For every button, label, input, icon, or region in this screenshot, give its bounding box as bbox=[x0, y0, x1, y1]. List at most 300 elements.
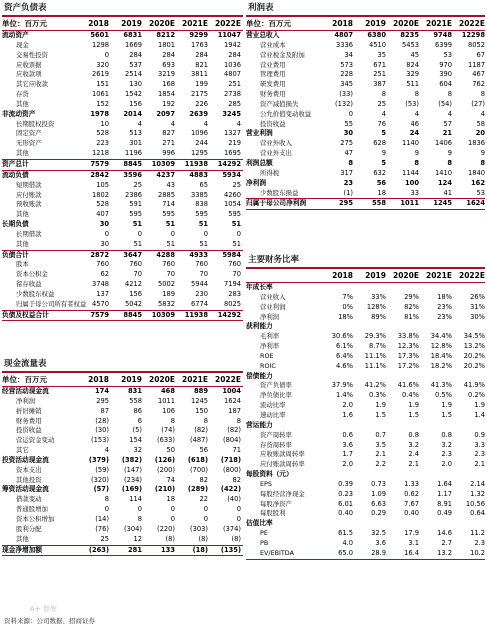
row-value: 5002 bbox=[157, 280, 175, 289]
row-label: 长期借款 bbox=[16, 229, 42, 238]
row-label: 利润总额 bbox=[246, 158, 273, 167]
row-value: 1.9 bbox=[408, 401, 419, 410]
table-row bbox=[246, 70, 485, 80]
row-value: 996 bbox=[162, 149, 175, 158]
row-value: 528 bbox=[96, 200, 109, 209]
row-value: 7% bbox=[342, 292, 353, 301]
table-row bbox=[2, 41, 243, 51]
row-value bbox=[452, 519, 485, 529]
row-value: 6380 bbox=[367, 31, 386, 39]
table-row bbox=[2, 220, 243, 230]
row-value: (59) bbox=[95, 465, 109, 474]
row-value: 4 bbox=[447, 109, 452, 118]
row-value: 0 bbox=[203, 514, 208, 523]
row-value: 124 bbox=[438, 178, 452, 187]
row-value: 295 bbox=[339, 199, 353, 208]
row-value: 2014 bbox=[123, 109, 142, 118]
table-row bbox=[246, 352, 485, 362]
row-label: 股本 bbox=[16, 260, 29, 269]
table-row bbox=[246, 450, 485, 460]
ratios-panel bbox=[246, 254, 485, 560]
row-value: 6.01 bbox=[338, 499, 353, 508]
year-header: 2020E bbox=[393, 271, 419, 280]
row-label: 速动比率 bbox=[260, 410, 286, 419]
row-value: 0.40 bbox=[338, 509, 353, 518]
row-value: 37.9% bbox=[331, 381, 353, 390]
row-value: 8.7% bbox=[369, 342, 386, 351]
row-value: 9748 bbox=[433, 31, 452, 39]
row-value: (220) bbox=[157, 524, 175, 533]
row-value: 3245 bbox=[222, 109, 241, 118]
row-value: 106 bbox=[162, 406, 175, 415]
row-value: 2.3 bbox=[441, 450, 452, 459]
row-value: 14.6 bbox=[437, 529, 452, 538]
row-value: 18% bbox=[437, 292, 452, 301]
row-value: (40) bbox=[227, 495, 241, 504]
table-row bbox=[246, 332, 485, 342]
row-label: 净利润 bbox=[246, 178, 267, 187]
row-value: (82) bbox=[194, 426, 208, 435]
row-value: 0.73 bbox=[371, 479, 386, 488]
row-value: (303) bbox=[190, 524, 208, 533]
table-row bbox=[246, 179, 485, 189]
row-value: 407 bbox=[96, 210, 109, 219]
row-value: 0 bbox=[137, 229, 142, 238]
row-value: 0 bbox=[137, 505, 142, 514]
row-value: 6399 bbox=[434, 40, 452, 49]
row-value bbox=[386, 421, 419, 431]
row-value: 3.3 bbox=[474, 440, 485, 449]
cash-flow-title: 现金流量表 bbox=[2, 358, 243, 373]
row-value: 591 bbox=[129, 200, 142, 209]
row-value: 4 bbox=[137, 119, 142, 128]
row-value: 152 bbox=[96, 99, 109, 108]
row-value: 18 bbox=[166, 495, 175, 504]
row-value: (5) bbox=[132, 426, 142, 435]
table-row bbox=[2, 426, 243, 436]
row-value: 4 bbox=[236, 119, 241, 128]
row-label: 股利分配 bbox=[16, 524, 42, 533]
row-value bbox=[452, 322, 485, 332]
row-value: 41.2% bbox=[364, 381, 386, 390]
row-value: (76) bbox=[95, 524, 109, 533]
row-value: 8 bbox=[414, 90, 419, 99]
row-value: 4 bbox=[414, 109, 419, 118]
table-row bbox=[2, 70, 243, 80]
row-value: 558 bbox=[129, 396, 142, 405]
table-row bbox=[2, 466, 243, 476]
row-value: 0.7 bbox=[375, 430, 386, 439]
row-label: 负债及权益合计 bbox=[2, 310, 49, 319]
row-value: 0.8 bbox=[408, 430, 419, 439]
row-value: 4.6% bbox=[336, 361, 353, 370]
table-row bbox=[246, 401, 485, 411]
row-value bbox=[353, 421, 386, 431]
row-value: 12298 bbox=[461, 31, 485, 39]
row-value: 2.7 bbox=[441, 538, 452, 547]
row-value: 760 bbox=[195, 260, 208, 269]
row-value: 2.3 bbox=[474, 450, 485, 459]
row-label: 交易性投资 bbox=[16, 50, 48, 59]
row-value: 105 bbox=[96, 180, 109, 189]
row-value: 0 bbox=[203, 505, 208, 514]
row-value: 56 bbox=[376, 178, 386, 187]
row-value: (382) bbox=[121, 455, 142, 464]
table-row bbox=[246, 129, 485, 139]
row-value: 3596 bbox=[123, 170, 142, 179]
row-value: 51 bbox=[232, 239, 241, 248]
row-value: 43 bbox=[166, 180, 175, 189]
row-value: 17.2% bbox=[397, 361, 419, 370]
row-value: 0 bbox=[236, 229, 241, 238]
row-label: 营业收入 bbox=[260, 292, 286, 301]
row-label: 研发费用 bbox=[260, 80, 286, 89]
row-value: 1.17 bbox=[437, 489, 452, 498]
row-value: 168 bbox=[162, 80, 175, 89]
row-value: 11.2 bbox=[470, 529, 485, 538]
row-value: 2842 bbox=[90, 170, 109, 179]
unit-label bbox=[246, 269, 320, 282]
row-value: (8) bbox=[198, 534, 208, 543]
row-value: 1695 bbox=[223, 149, 241, 158]
row-value: 18.4% bbox=[430, 351, 452, 360]
row-value: 100 bbox=[405, 178, 419, 187]
row-value: (320) bbox=[91, 475, 109, 484]
row-value: 46 bbox=[410, 119, 419, 128]
row-value: 7.67 bbox=[404, 499, 419, 508]
table-row bbox=[246, 362, 485, 372]
row-label: 应收款项 bbox=[16, 70, 42, 79]
row-value: 604 bbox=[439, 80, 452, 89]
table-row bbox=[2, 505, 243, 515]
table-row bbox=[246, 539, 485, 549]
table-row bbox=[2, 515, 243, 525]
row-value: (53) bbox=[405, 99, 419, 108]
balance-sheet-panel bbox=[2, 2, 243, 321]
row-label: 存货周转率 bbox=[260, 440, 292, 449]
row-value: (132) bbox=[335, 99, 353, 108]
table-row bbox=[246, 470, 485, 480]
row-value: 2738 bbox=[223, 90, 241, 99]
table-row bbox=[246, 391, 485, 401]
row-label: 非流动资产 bbox=[2, 109, 36, 118]
row-value: 1.9 bbox=[474, 401, 485, 410]
table-row bbox=[2, 210, 243, 220]
row-value: 137 bbox=[96, 289, 109, 298]
row-value: 714 bbox=[162, 200, 175, 209]
table-row bbox=[246, 519, 485, 529]
row-value: 0 bbox=[203, 229, 208, 238]
row-value: 70 bbox=[166, 270, 175, 279]
row-value: 5453 bbox=[401, 40, 419, 49]
table-row bbox=[2, 181, 243, 191]
row-value: 2885 bbox=[157, 190, 175, 199]
row-label: 资产总计 bbox=[2, 159, 29, 168]
row-value: 10 bbox=[100, 119, 109, 128]
row-value: 1978 bbox=[90, 109, 109, 118]
row-value: 970 bbox=[439, 60, 452, 69]
row-value: 4237 bbox=[156, 170, 175, 179]
row-value: 11047 bbox=[217, 31, 241, 39]
row-value: 1.9 bbox=[375, 401, 386, 410]
row-value: 0.4% bbox=[402, 391, 419, 400]
row-label: 其他 bbox=[16, 210, 29, 219]
income-statement-panel bbox=[246, 2, 485, 210]
row-value: (804) bbox=[223, 436, 241, 445]
row-label: 固定资产 bbox=[16, 129, 42, 138]
row-value: 2.0 bbox=[342, 401, 353, 410]
row-value: 0.6 bbox=[342, 430, 353, 439]
row-label: 少数股东损益 bbox=[260, 188, 299, 197]
table-row bbox=[246, 159, 485, 169]
row-value: 271 bbox=[162, 139, 175, 148]
row-value: 284 bbox=[162, 50, 175, 59]
row-value: 14292 bbox=[217, 159, 241, 168]
row-value: 1406 bbox=[434, 139, 452, 148]
row-value bbox=[419, 470, 452, 480]
row-value bbox=[353, 519, 386, 529]
row-label: 营业成本 bbox=[260, 40, 286, 49]
row-value: 70 bbox=[133, 270, 142, 279]
row-value: 1187 bbox=[467, 60, 485, 69]
row-value: 8235 bbox=[400, 31, 419, 39]
row-value: 130 bbox=[129, 80, 142, 89]
table-row bbox=[246, 509, 485, 519]
row-value bbox=[452, 421, 485, 431]
row-value: 281 bbox=[128, 545, 142, 554]
row-label: 少数股东权益 bbox=[16, 289, 55, 298]
row-value: 4 bbox=[104, 446, 109, 455]
row-value: 8212 bbox=[156, 31, 175, 39]
row-value: 2.1 bbox=[375, 450, 386, 459]
row-value: (487) bbox=[190, 436, 208, 445]
row-value: 10.56 bbox=[465, 499, 485, 508]
row-label: 其它应收款 bbox=[16, 80, 48, 89]
row-value: 1196 bbox=[124, 149, 142, 158]
row-value: 283 bbox=[228, 289, 241, 298]
row-label: 净利润 bbox=[16, 396, 36, 405]
year-header: 2019 bbox=[121, 19, 142, 28]
row-value: (200) bbox=[157, 465, 175, 474]
row-value: 55 bbox=[344, 119, 353, 128]
row-value: 1054 bbox=[223, 200, 241, 209]
row-value: 390 bbox=[439, 70, 452, 79]
row-value: 189 bbox=[162, 289, 175, 298]
row-value: (8) bbox=[165, 534, 175, 543]
table-row bbox=[2, 300, 243, 310]
table-row bbox=[2, 250, 243, 261]
row-value: 7579 bbox=[90, 310, 109, 319]
row-label: 现金 bbox=[16, 40, 29, 49]
row-value: 31% bbox=[470, 302, 485, 311]
row-label: 存货 bbox=[16, 90, 29, 99]
row-value: 1.5 bbox=[441, 410, 452, 419]
row-label: 资产负债率 bbox=[260, 381, 292, 390]
row-value: (304) bbox=[124, 524, 142, 533]
row-value: 1061 bbox=[91, 90, 109, 99]
row-value: 1.4% bbox=[336, 391, 353, 400]
row-label: 资本公积金 bbox=[16, 270, 48, 279]
row-label: 应收票据 bbox=[16, 60, 42, 69]
row-value: 9299 bbox=[189, 31, 208, 39]
row-value: 70 bbox=[232, 270, 241, 279]
row-value: 6.1% bbox=[336, 342, 353, 351]
row-value: 174 bbox=[95, 387, 109, 395]
row-value: 199 bbox=[195, 80, 208, 89]
row-value: 1854 bbox=[157, 90, 175, 99]
row-value: 10309 bbox=[151, 310, 175, 319]
row-label: 其他 bbox=[16, 534, 29, 543]
table-row bbox=[2, 280, 243, 290]
row-label: 现金净增加额 bbox=[2, 545, 43, 554]
table-row bbox=[246, 313, 485, 323]
row-value: 25 bbox=[232, 180, 241, 189]
row-value: 2097 bbox=[156, 109, 175, 118]
row-value: 67 bbox=[476, 50, 485, 59]
table-row bbox=[246, 31, 485, 41]
table-row bbox=[2, 90, 243, 100]
row-label: EV/EBITDA bbox=[260, 548, 294, 557]
row-value: 285 bbox=[228, 99, 241, 108]
row-value: 3.2 bbox=[408, 440, 419, 449]
row-value: 6774 bbox=[190, 299, 208, 308]
row-value: 2.1 bbox=[474, 460, 485, 469]
row-label: 投资活动现金流 bbox=[2, 455, 49, 464]
year-header: 2019 bbox=[365, 19, 386, 28]
row-value: 21 bbox=[442, 129, 452, 138]
row-value bbox=[386, 372, 419, 382]
cash-flow-header bbox=[2, 373, 243, 387]
row-value: 9 bbox=[381, 149, 386, 158]
row-value: 4883 bbox=[189, 170, 208, 179]
row-value: 34.4% bbox=[430, 332, 452, 341]
row-value: 154 bbox=[129, 436, 142, 445]
table-row bbox=[2, 456, 243, 466]
year-header: 2022E bbox=[459, 19, 485, 28]
table-row bbox=[2, 446, 243, 456]
table-row bbox=[2, 170, 243, 181]
row-value bbox=[452, 283, 485, 293]
row-value: (618) bbox=[187, 455, 208, 464]
row-value: 23% bbox=[437, 302, 452, 311]
row-value: 4212 bbox=[124, 280, 142, 289]
row-label: 应付账款周转率 bbox=[260, 460, 305, 469]
row-value: (169) bbox=[121, 485, 142, 494]
row-value: 150 bbox=[195, 406, 208, 415]
row-value: 0.29 bbox=[371, 509, 386, 518]
row-value: 156 bbox=[129, 99, 142, 108]
row-value: 0 bbox=[170, 505, 175, 514]
row-value bbox=[452, 372, 485, 382]
row-value: 81% bbox=[404, 312, 419, 321]
row-value bbox=[320, 322, 353, 332]
row-value: 29.3% bbox=[364, 332, 386, 341]
table-row bbox=[246, 149, 485, 159]
row-label: 净利率 bbox=[260, 342, 280, 351]
row-value: 18.2% bbox=[430, 361, 452, 370]
row-value bbox=[353, 322, 386, 332]
row-value: (374) bbox=[223, 524, 241, 533]
row-value: 1245 bbox=[433, 199, 452, 208]
row-value: (1) bbox=[343, 188, 353, 197]
row-value: 18 bbox=[377, 188, 386, 197]
row-label: 净利润 bbox=[260, 312, 280, 321]
row-value: 4807 bbox=[334, 31, 353, 39]
table-row bbox=[246, 411, 485, 421]
row-value: 0.49 bbox=[437, 509, 452, 518]
row-value: 65.0 bbox=[338, 548, 353, 557]
row-value: 251 bbox=[373, 70, 386, 79]
row-value: 1140 bbox=[401, 139, 419, 148]
row-value: 4 bbox=[381, 109, 386, 118]
table-row bbox=[2, 545, 243, 557]
row-value: (135) bbox=[220, 545, 241, 554]
year-header: 2022E bbox=[215, 375, 241, 384]
row-value: 244 bbox=[195, 139, 208, 148]
row-value: 1801 bbox=[157, 40, 175, 49]
row-value: (210) bbox=[154, 485, 175, 494]
row-value: 8 bbox=[381, 90, 386, 99]
row-value: 11.1% bbox=[364, 351, 386, 360]
row-value: 511 bbox=[406, 80, 419, 89]
table-row bbox=[2, 535, 243, 545]
table-row bbox=[246, 460, 485, 470]
table-row bbox=[2, 417, 243, 427]
row-value: 0 bbox=[104, 505, 109, 514]
table-row bbox=[2, 110, 243, 120]
row-value: 2386 bbox=[124, 190, 142, 199]
table-row bbox=[246, 431, 485, 441]
row-label: 其他 bbox=[16, 99, 29, 108]
row-label: 资本公积增加 bbox=[16, 514, 55, 523]
row-value: 9 bbox=[480, 149, 485, 158]
row-value: 25 bbox=[133, 180, 142, 189]
row-value: (33) bbox=[339, 90, 353, 99]
row-value: 24 bbox=[409, 129, 419, 138]
row-value: 32.5 bbox=[371, 529, 386, 538]
row-value: 760 bbox=[129, 260, 142, 269]
row-value: 82% bbox=[404, 302, 419, 311]
row-value: 0.9 bbox=[474, 430, 485, 439]
row-value: 528 bbox=[96, 129, 109, 138]
row-value: 284 bbox=[228, 50, 241, 59]
row-label: 其他投资 bbox=[16, 475, 42, 484]
year-header: 2022E bbox=[459, 271, 485, 280]
row-value: 51 bbox=[166, 239, 175, 248]
row-value: 41.3% bbox=[430, 381, 452, 390]
row-value: 25 bbox=[100, 534, 109, 543]
row-value: 1.6 bbox=[342, 410, 353, 419]
row-value: 2.2 bbox=[375, 460, 386, 469]
row-value: (126) bbox=[154, 455, 175, 464]
table-row bbox=[2, 51, 243, 61]
table-row bbox=[2, 100, 243, 110]
ratios-header bbox=[246, 269, 485, 283]
row-value: 226 bbox=[195, 99, 208, 108]
row-value: 89% bbox=[371, 312, 386, 321]
row-value: 1.4 bbox=[474, 410, 485, 419]
row-label: 净负债比率 bbox=[260, 391, 292, 400]
row-label: 营业总收入 bbox=[246, 31, 280, 39]
row-value: 6.63 bbox=[371, 499, 386, 508]
table-row bbox=[246, 421, 485, 431]
balance-sheet-rows bbox=[2, 31, 243, 321]
row-value: 632 bbox=[373, 168, 386, 177]
row-value: 2.14 bbox=[470, 479, 485, 488]
year-header: 2018 bbox=[332, 271, 353, 280]
row-label: 留存收益 bbox=[16, 280, 42, 289]
row-value: 4 bbox=[203, 119, 208, 128]
